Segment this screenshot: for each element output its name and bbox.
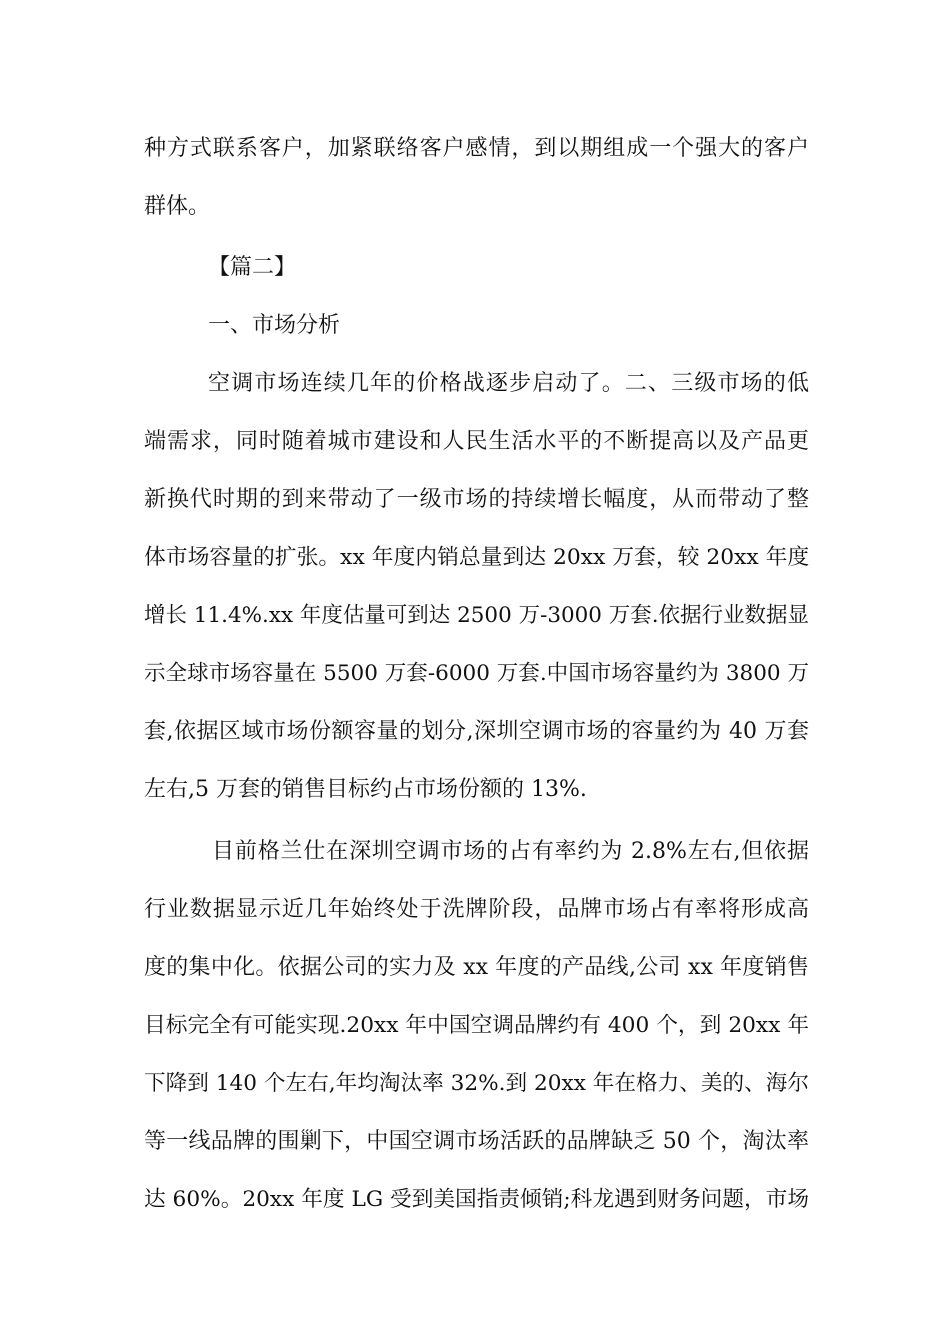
text-line: 行业数据显示近几年始终处于洗牌阶段，品牌市场占有率将形成高 — [144, 897, 809, 922]
text-line: 增长 11.4%.xx 年度估量可到达 2500 万-3000 万套.依据行业数据显 — [144, 603, 809, 628]
text-line: 示全球市场容量在 5500 万套-6000 万套.中国市场容量约为 3800 万 — [144, 661, 809, 686]
section-heading: 【篇二】 — [208, 255, 297, 280]
text-line: 体市场容量的扩张。xx 年度内销总量到达 20xx 万套，较 20xx 年度 — [144, 545, 810, 570]
paragraph-first-line: 目前格兰仕在深圳空调市场的占有率约为 2.8%左右,但依据 — [212, 839, 809, 864]
text-line: 端需求，同时随着城市建设和人民生活水平的不断提高以及产品更 — [144, 429, 809, 454]
subsection-heading: 一、市场分析 — [208, 313, 341, 338]
text-line: 群体。 — [144, 194, 211, 219]
text-line: 左右,5 万套的销售目标约占市场份额的 13%. — [144, 777, 587, 802]
text-line: 度的集中化。依据公司的实力及 xx 年度的产品线,公司 xx 年度销售 — [144, 955, 809, 980]
text-line: 种方式联系客户，加紧联络客户感情，到以期组成一个强大的客户 — [144, 136, 809, 161]
text-line: 新换代时期的到来带动了一级市场的持续增长幅度，从而带动了整 — [144, 487, 809, 512]
paragraph-first-line: 空调市场连续几年的价格战逐步启动了。二、三级市场的低 — [208, 371, 809, 396]
text-line: 目标完全有可能实现.20xx 年中国空调品牌约有 400 个，到 20xx 年 — [144, 1013, 809, 1038]
text-line: 下降到 140 个左右,年均淘汰率 32%.到 20xx 年在格力、美的、海尔 — [144, 1071, 809, 1096]
text-line: 达 60%。20xx 年度 LG 受到美国指责倾销;科龙遇到财务问题，市场 — [144, 1187, 809, 1212]
text-line: 套,依据区域市场份额容量的划分,深圳空调市场的容量约为 40 万套 — [144, 719, 809, 744]
text-line: 等一线品牌的围剿下，中国空调市场活跃的品牌缺乏 50 个，淘汰率 — [144, 1129, 809, 1154]
